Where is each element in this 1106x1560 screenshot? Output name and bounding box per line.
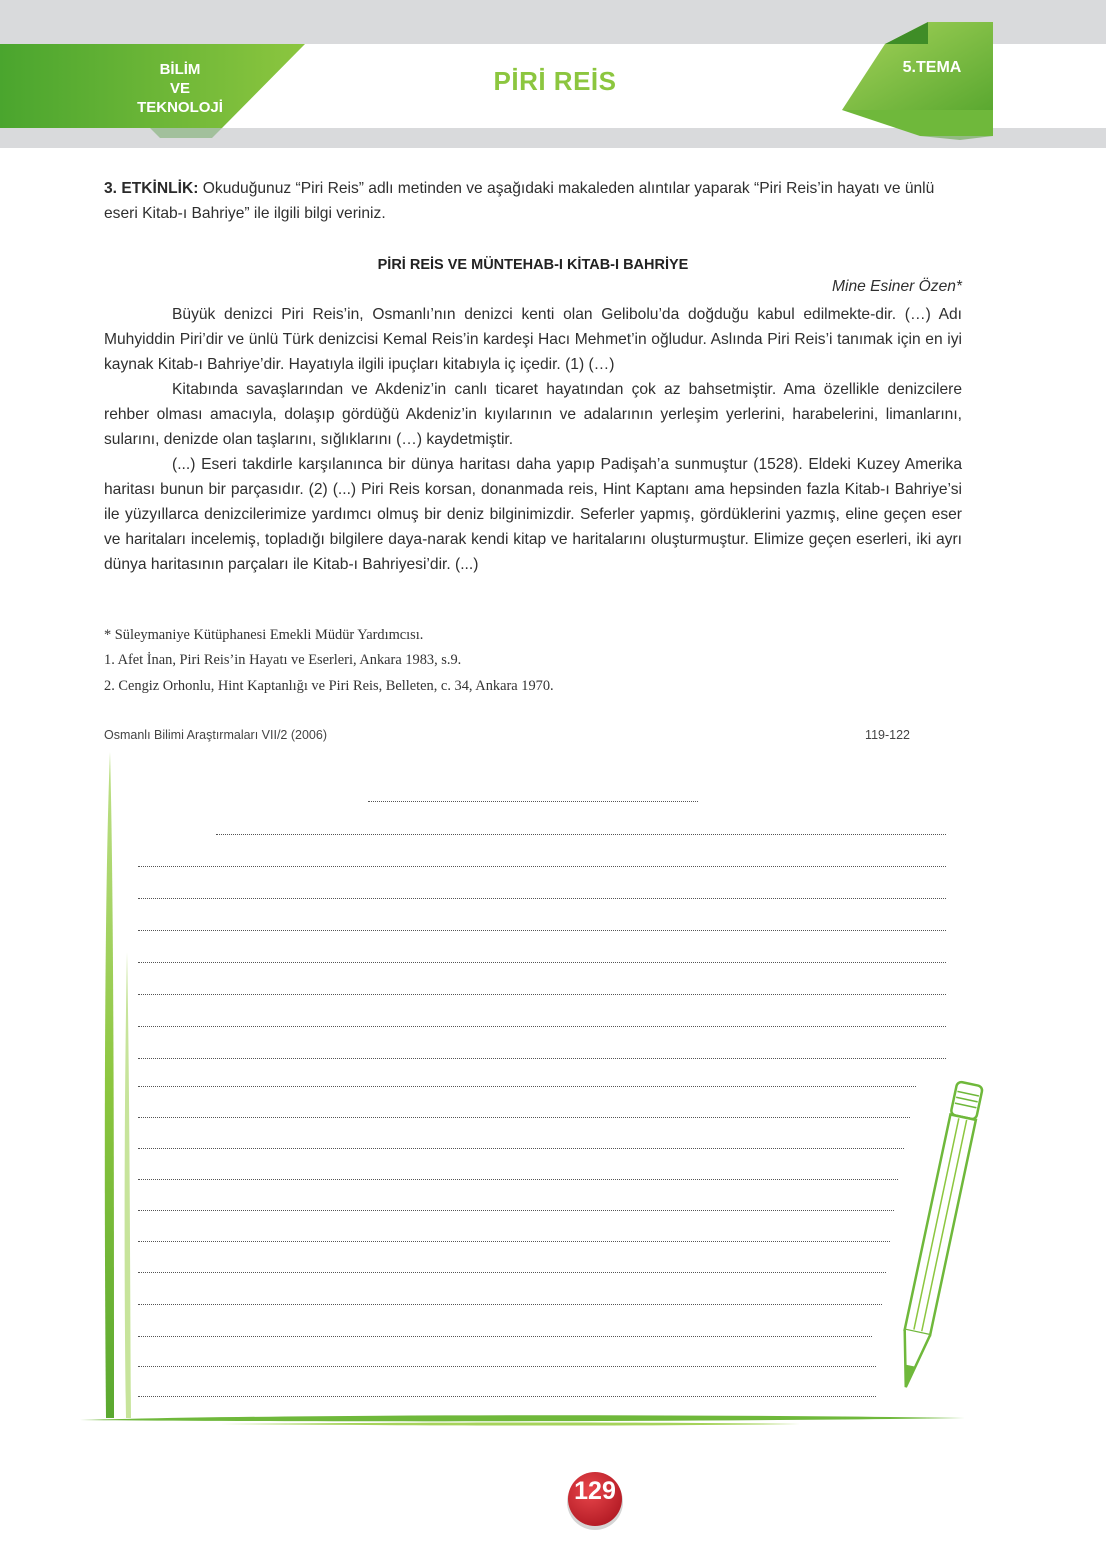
- writing-line[interactable]: [138, 962, 946, 963]
- writing-line[interactable]: [368, 801, 698, 802]
- footnote-3: 2. Cengiz Orhonlu, Hint Kaptanlığı ve Piri Reis, Belleten, c. 34, Ankara 1970.: [104, 678, 554, 694]
- writing-line[interactable]: [138, 898, 946, 899]
- source-pages: 119-122: [865, 728, 910, 742]
- writing-line[interactable]: [138, 1304, 882, 1305]
- writing-line[interactable]: [138, 1058, 946, 1059]
- article-paragraph-1: Büyük denizci Piri Reis’in, Osmanlı’nın denizci kenti olan Gelibolu’da doğduğu kabul edilmekte-dir. (…) Adı Muhyiddin Piri’dir ve ünlü Türk denizcisi Kemal Reis’in kardeşi Hacı Mehmet’in oğludur. Aslında Piri Reis’i tanımak için en iyi kaynak Kitab-ı Bahriye’dir. Hayatıyla ilgili ipuçları kitabıyla iç içedir. (1) (…): [104, 306, 962, 373]
- writing-line[interactable]: [138, 994, 946, 995]
- writing-line[interactable]: [138, 1241, 890, 1242]
- pencil-icon: [880, 1060, 990, 1420]
- page-title: PİRİ REİS: [493, 66, 617, 96]
- writing-line[interactable]: [138, 1366, 876, 1367]
- writing-line[interactable]: [138, 1026, 946, 1027]
- writing-line[interactable]: [138, 1086, 916, 1087]
- writing-line[interactable]: [138, 1148, 904, 1149]
- writing-line[interactable]: [138, 1117, 910, 1118]
- source-journal: Osmanlı Bilimi Araştırmaları VII/2 (2006): [104, 728, 327, 742]
- writing-line[interactable]: [216, 834, 946, 835]
- writing-line[interactable]: [138, 930, 946, 931]
- article-paragraph-3: (...) Eseri takdirle karşılanınca bir dünya haritası daha yapıp Padişah’a sunmuştur (1528). Eldeki Kuzey Amerika haritası bunun bir parçasıdır. (2) (...) Piri Reis korsan, donanmada reis, Hint Kaptanı ama hepsinden fazla Kitab-ı Bahriye’si ile yüzyıllarca denizcilerimize yardımcı olmuş bir deniz bilginimizdir. Seferler yapmış, gördüklerini yazmış, eline geçen eser ve haritaları incelemiş, topladığı bilgilere daya-narak kendi kitap ve haritalarını oluşturmuştur. Elimize geçen eserleri, iki ayrı dünya haritasının parçaları ile Kitab-ı Bahriyesi’dir. (...): [104, 456, 962, 573]
- writing-line[interactable]: [138, 1336, 872, 1337]
- subject-line-1: BİLİM: [159, 61, 201, 78]
- writing-line[interactable]: [138, 1396, 876, 1397]
- page-number: 129: [574, 1477, 616, 1505]
- footnote-1: * Süleymaniye Kütüphanesi Emekli Müdür Yardımcısı.: [104, 627, 424, 643]
- article-paragraph-2: Kitabında savaşlarından ve Akdeniz’in canlı ticaret hayatından çok az bahsetmiştir. Ama özellikle denizcilere rehber olması amacıyla, dolaşıp gördüğü Akdeniz’in kıyılarının ve adalarının yerleşim yerlerini, harabelerini, limanlarını, sularını, denizde olan taşlarını, sığlıklarını (…) kaydetmiştir.: [104, 381, 962, 448]
- writing-line[interactable]: [138, 1179, 898, 1180]
- activity-text: Okuduğunuz “Piri Reis” adlı metinden ve aşağıdaki makaleden alıntılar yaparak “Piri Reis’in hayatı ve ünlü eseri Kitab-ı Bahriye” ile ilgili bilgi veriniz.: [104, 180, 935, 222]
- article-title: PİRİ REİS VE MÜNTEHAB-I KİTAB-I BAHRİYE: [377, 257, 689, 273]
- subject-line-3: TEKNOLOJİ: [137, 99, 223, 116]
- subject-line-2: VE: [169, 80, 190, 97]
- article-author: Mine Esiner Özen*: [831, 278, 962, 295]
- activity-label: 3. ETKİNLİK:: [104, 180, 199, 197]
- theme-label: 5.TEMA: [902, 59, 962, 76]
- writing-line[interactable]: [138, 1272, 886, 1273]
- writing-line[interactable]: [138, 1210, 894, 1211]
- footnote-2: 1. Afet İnan, Piri Reis’in Hayatı ve Eserleri, Ankara 1983, s.9.: [104, 652, 462, 668]
- writing-line[interactable]: [138, 866, 946, 867]
